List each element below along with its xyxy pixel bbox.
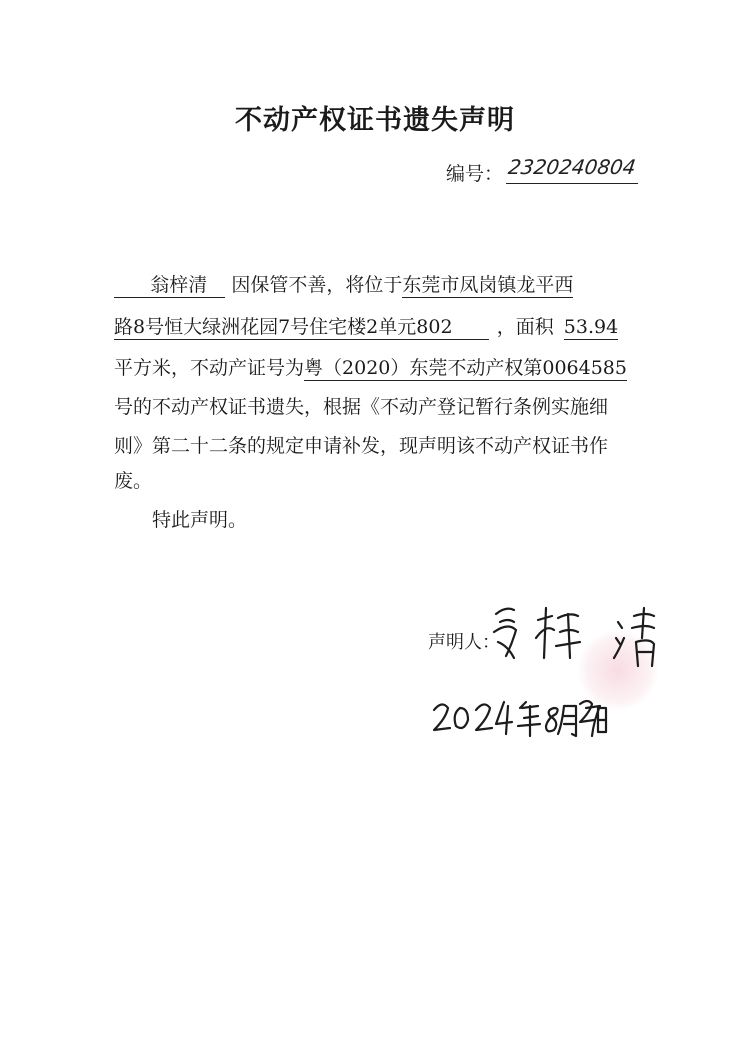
body-line-4: 号的不动产权证书遗失，根据《不动产登记暂行条例实施细 [114,396,609,418]
signature-label: 声明人： [428,632,500,653]
body-line-3 [114,354,654,382]
document-title: 不动产权证书遗失声明 [235,105,515,136]
closing-text: 特此声明。 [152,509,248,531]
address-part-2: 路8号恒大绿洲花园7号住宅楼2单元802 [114,316,489,340]
address-part-1: 东莞市凤岗镇龙平西 [402,274,574,296]
number-value-handwritten: 2320240804 [506,155,642,184]
area-label: ，面积 [496,316,554,338]
document-number [446,157,646,187]
handwritten-date [430,694,610,744]
body-line-6: 废。 [114,470,153,492]
certificate-number: 粤（2020）东莞不动产权第0064585 [304,357,627,379]
body-text-1: 因保管不善，将位于 [231,274,403,296]
handwritten-signature [486,592,686,672]
unit-text: 平方米，不动产证号为 [114,357,305,379]
number-label: 编号： [446,163,504,185]
body-line-1 [114,271,654,299]
body-line-5: 则》第二十二条的规定申请补发，现声明该不动产权证书作 [114,435,609,457]
body-line-2 [114,313,654,341]
area-value: 53.94 [563,316,619,338]
declarant-name: 翁梓清 [114,274,225,298]
